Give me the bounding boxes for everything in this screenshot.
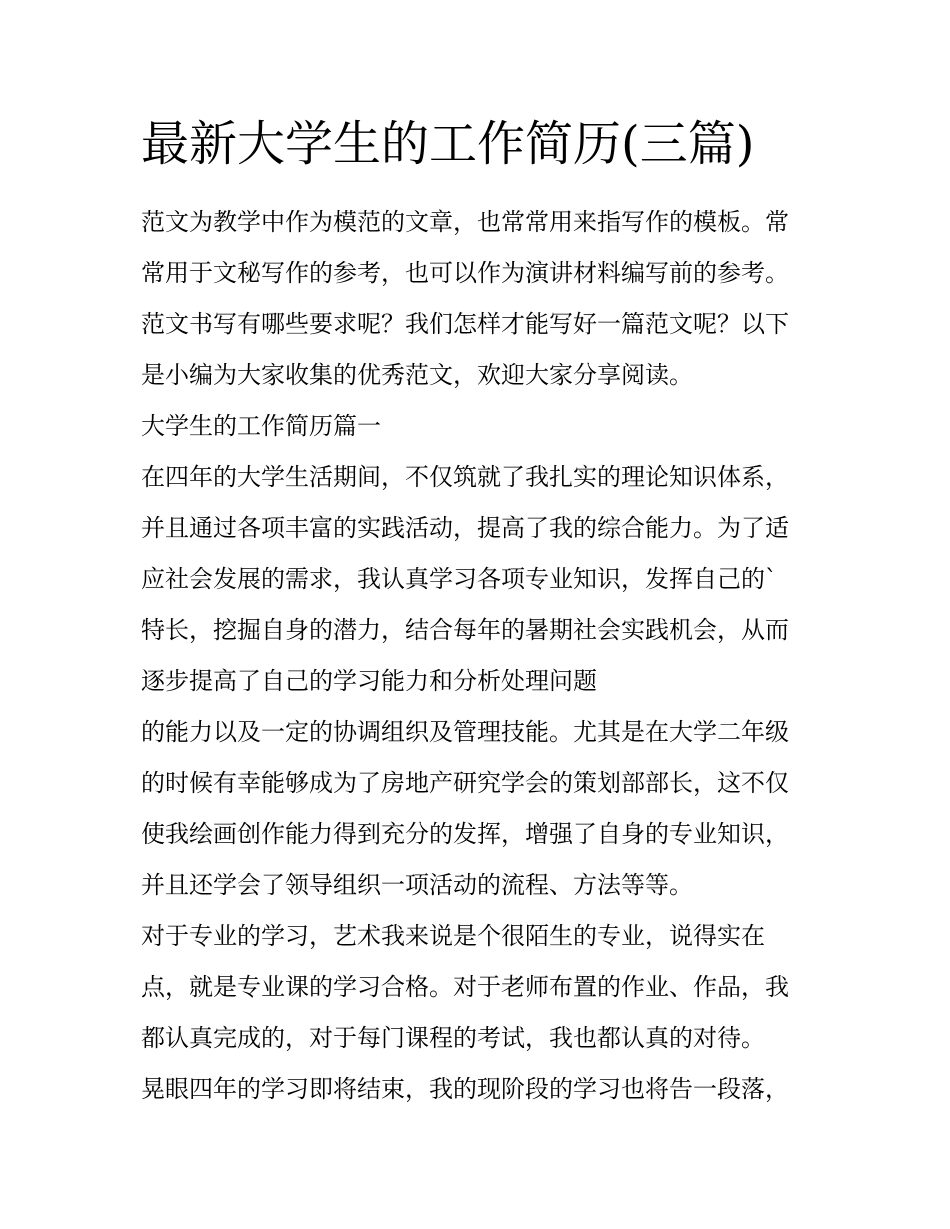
paragraph-line: 并且还学会了领导组织一项活动的流程、方法等等。 [141,871,693,899]
paragraph-line: 逐步提高了自己的学习能力和分析处理问题 [141,667,597,695]
paragraph-line: 常用于文秘写作的参考，也可以作为演讲材料编写前的参考。 [141,259,789,287]
paragraph-line: 都认真完成的，对于每门课程的考试，我也都认真的对待。 [141,1024,765,1052]
paragraph-line: 并且通过各项丰富的实践活动，提高了我的综合能力。为了适 [141,514,789,542]
paragraph-line: 应社会发展的需求，我认真学习各项专业知识，发挥自己的` [141,565,777,593]
document-title: 最新大学生的工作简历(三篇) [141,116,755,172]
paragraph-line: 对于专业的学习，艺术我来说是个很陌生的专业，说得实在 [141,922,765,950]
paragraph-line: 在四年的大学生活期间，不仅筑就了我扎实的理论知识体系， [141,463,789,491]
paragraph-line: 是小编为大家收集的优秀范文，欢迎大家分享阅读。 [141,361,693,389]
section-heading: 大学生的工作简历篇一 [141,412,381,440]
paragraph-line: 使我绘画创作能力得到充分的发挥，增强了自身的专业知识， [141,820,789,848]
paragraph-line: 点，就是专业课的学习合格。对于老师布置的作业、作品，我 [141,973,789,1001]
paragraph-line: 的能力以及一定的协调组织及管理技能。尤其是在大学二年级 [141,718,789,746]
paragraph-line: 范文书写有哪些要求呢？我们怎样才能写好一篇范文呢？以下 [141,310,789,338]
paragraph-line: 的时候有幸能够成为了房地产研究学会的策划部部长，这不仅 [141,769,789,797]
paragraph-line: 晃眼四年的学习即将结束，我的现阶段的学习也将告一段落， [141,1075,789,1103]
paragraph-line: 特长，挖掘自身的潜力，结合每年的暑期社会实践机会，从而 [141,616,789,644]
paragraph-line: 范文为教学中作为模范的文章，也常常用来指写作的模板。常 [141,208,789,236]
